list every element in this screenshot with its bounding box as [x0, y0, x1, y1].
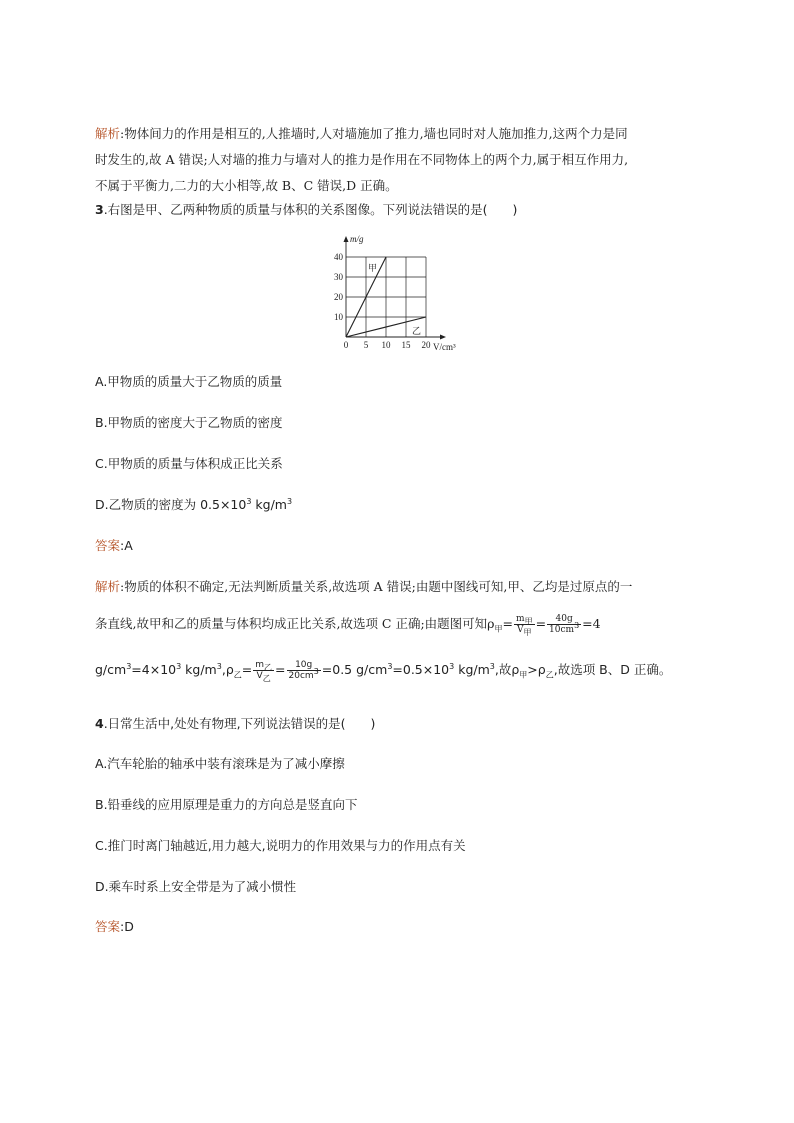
series-label-jia: 甲 [368, 263, 378, 273]
question-number: 4 [95, 716, 104, 731]
q3-answer [95, 537, 133, 555]
q3-analysis-line-1: 解析:物质的体积不确定,无法判断质量关系,故选项 A 错误;由题中图线可知,甲、乙均是过原点的一 [95, 579, 633, 594]
chart-labels [334, 234, 456, 352]
q2-analysis-line-1: 解析:物体间力的作用是相互的,人推墙时,人对墙施加了推力,墙也同时对人施加推力,这两个力是同 [95, 126, 628, 141]
x-axis-arrow [440, 335, 446, 340]
q4-option-d: D.乘车时系上安全带是为了减小惯性 [95, 879, 297, 894]
y-axis-label: m/g [350, 234, 364, 244]
y-axis-arrow [344, 236, 349, 242]
chart-grid [346, 257, 426, 337]
fraction-m-over-v-jia: $\frac{m_甲}{V_甲}$ [516, 614, 533, 637]
x-tick-label: 15 [401, 340, 411, 350]
q3-option-a: A.甲物质的质量大于乙物质的质量 [95, 374, 283, 389]
q3-analysis-line-3: $g/cm^3=4\times 10^3$ $kg/m^3,\rho_乙=$ $\frac{m_乙}{V_乙}$ = $\frac{10g}{20cm^3}$ =0.5 $g/cm^3=0.5\times 10^3$ $kg/m^3$,故$\rho_甲>\rho_乙$,故选项 B、D 正确。 [95, 660, 672, 683]
chart-axes [344, 236, 447, 340]
q3-option-d: D.乙物质的密度为 $0.5\times 10^3$ $kg/m^3$ [95, 496, 293, 512]
answer-value: :A [120, 538, 133, 553]
answer-value: :D [120, 919, 134, 934]
q4-answer [95, 918, 134, 936]
mass-volume-chart [326, 232, 466, 354]
y-tick-label: 20 [334, 292, 343, 302]
x-tick-label: 5 [363, 340, 369, 350]
q4-option-c: C.推门时离门轴越近,用力越大,说明力的作用效果与力的作用点有关 [95, 838, 466, 853]
y-tick-label: 10 [334, 312, 343, 322]
q4-option-b: B.铅垂线的应用原理是重力的方向总是竖直向下 [95, 797, 358, 812]
q4-stem: 4.日常生活中,处处有物理,下列说法错误的是( ) [95, 716, 376, 731]
fraction-40g-over-10cm3: $\frac{40g}{10cm^3}$ [549, 614, 580, 635]
q3-option-b: B.甲物质的密度大于乙物质的密度 [95, 415, 283, 430]
analysis-label: 解析 [95, 579, 121, 594]
q3-option-c: C.甲物质的质量与体积成正比关系 [95, 456, 283, 471]
answer-label: 答案 [95, 538, 121, 553]
q2-analysis-line-3: 不属于平衡力,二力的大小相等,故 B、C 错误,D 正确。 [95, 178, 398, 193]
x-tick-label: 10 [381, 340, 391, 350]
q3-stem: 3.右图是甲、乙两种物质的质量与体积的关系图像。下列说法错误的是( ) [95, 202, 518, 217]
y-tick-label: 30 [334, 272, 343, 282]
q2-analysis-line-2: 时发生的,故 A 错误;人对墙的推力与墙对人的推力是作用在不同物体上的两个力,属于相互作用力, [95, 152, 629, 167]
fraction-10g-over-20cm3: $\frac{10g}{20cm^3}$ [288, 660, 319, 681]
q3-analysis-line-2: 条直线,故甲和乙的质量与体积均成正比关系,故选项 C 正确;由题图可知$\rho_甲=$ $\frac{m_甲}{V_甲}$ = $\frac{40g}{10cm^3}$ =4 [95, 614, 601, 637]
x-tick-label: 20 [421, 340, 431, 350]
fraction-m-over-v-yi: $\frac{m_乙}{V_乙}$ [255, 660, 273, 683]
y-tick-label: 40 [334, 252, 343, 262]
q4-option-a: A.汽车轮胎的轴承中装有滚珠是为了减小摩擦 [95, 756, 345, 771]
x-tick-label: 0 [343, 340, 349, 350]
analysis-label: 解析 [95, 126, 121, 141]
series-label-yi: 乙 [412, 326, 422, 336]
question-number: 3 [95, 202, 104, 217]
x-axis-label: V/cm³ [433, 342, 456, 352]
answer-label: 答案 [95, 919, 121, 934]
